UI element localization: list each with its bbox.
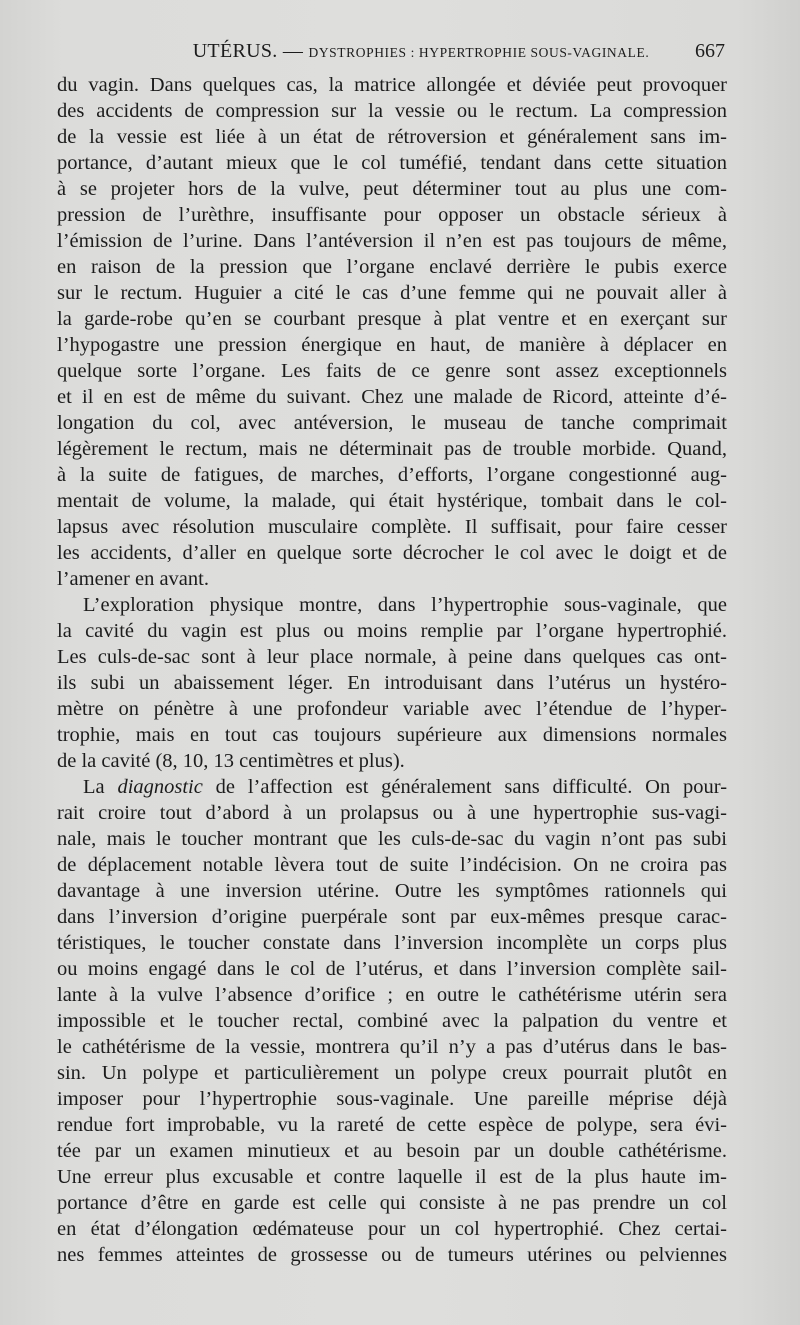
- text-line: en raison de la pression que l’organe enclavé derrière le pubis exerce: [57, 256, 727, 278]
- text-line: lante à la vulve l’absence d’orifice ; en outre le cathétérisme utérin sera: [57, 984, 727, 1006]
- text-line: quelque sorte l’organe. Les faits de ce genre sont assez exceptionnels: [57, 360, 727, 382]
- text-line: de la vessie est liée à un état de rétroversion et généralement sans im-: [57, 126, 727, 148]
- running-title-main: UTÉRUS. —: [192, 40, 304, 62]
- first-line-rest: de l’affection est généralement sans difficulté. On pour-: [215, 776, 728, 798]
- text-line: à la suite de fatigues, de marches, d’efforts, l’organe congestionné aug-: [57, 464, 727, 486]
- text-line: légèrement le rectum, mais ne déterminait pas de trouble morbide. Quand,: [57, 438, 727, 460]
- text-line: portance d’être en garde est celle qui consiste à ne pas prendre un col: [57, 1192, 727, 1214]
- text-line: dans l’inversion d’origine puerpérale sont par eux-mêmes presque carac-: [57, 906, 727, 928]
- text-line: trophie, mais en tout cas toujours supérieure aux dimensions normales: [57, 724, 727, 746]
- paragraph-3: [57, 774, 727, 1268]
- paragraph-1: [57, 72, 727, 592]
- text-line: imposer pour l’hypertrophie sous-vaginale. Une pareille méprise déjà: [57, 1088, 727, 1110]
- body-text: [57, 72, 727, 1268]
- text-line: sur le rectum. Huguier a cité le cas d’une femme qui ne pouvait aller à: [57, 282, 727, 304]
- running-title: [57, 40, 725, 63]
- text-line: longation du col, avec antéversion, le museau de tanche comprimait: [57, 412, 727, 434]
- text-line-first: [57, 774, 727, 800]
- text-line: nes femmes atteintes de grossesse ou de tumeurs utérines ou pelviennes: [57, 1244, 727, 1266]
- text-line: rait croire tout d’abord à un prolapsus ou à une hypertrophie sus-vagi-: [57, 802, 727, 824]
- text-line: L’exploration physique montre, dans l’hypertrophie sous-vaginale, que: [83, 594, 727, 616]
- text-line: ou moins engagé dans le col de l’utérus, et dans l’inversion complète sail-: [57, 958, 727, 980]
- text-line: mentait de volume, la malade, qui était hystérique, tombait dans le col-: [57, 490, 727, 512]
- text-line: et il en est de même du suivant. Chez une malade de Ricord, atteinte d’é-: [57, 386, 727, 408]
- text-line: rendue fort improbable, vu la rareté de cette espèce de polype, sera évi-: [57, 1114, 727, 1136]
- text-line: portance, d’autant mieux que le col tuméfié, tendant dans cette situation: [57, 152, 727, 174]
- text-line: la garde-robe qu’en se courbant presque à plat ventre et en exerçant sur: [57, 308, 727, 330]
- text-line: mètre on pénètre à une profondeur variable avec l’étendue de l’hyper-: [57, 698, 727, 720]
- text-line: l’hypogastre une pression énergique en haut, de manière à déplacer en: [57, 334, 727, 356]
- italic-term: diagnostic: [117, 776, 203, 798]
- text-line: sin. Un polype et particulièrement un polype creux pourrait plutôt en: [57, 1062, 727, 1084]
- text-line: ils subi un abaissement léger. En introduisant dans l’utérus un hystéro-: [57, 672, 727, 694]
- text-line: la cavité du vagin est plus ou moins remplie par l’organe hypertrophié.: [57, 620, 727, 642]
- text-line: l’amener en avant.: [57, 568, 209, 590]
- text-line: l’émission de l’urine. Dans l’antéversion il n’en est pas toujours de même,: [57, 230, 727, 252]
- text-line: du vagin. Dans quelques cas, la matrice allongée et déviée peut provoquer: [57, 74, 727, 96]
- text-line: de la cavité (8, 10, 13 centimètres et plus).: [57, 750, 405, 772]
- paragraph-2: [57, 592, 727, 774]
- page-number: 667: [695, 40, 725, 62]
- text-line: le cathétérisme de la vessie, montrera qu’il n’y a pas d’utérus dans le bas-: [57, 1036, 727, 1058]
- text-line: les accidents, d’aller en quelque sorte décrocher le col avec le doigt et de: [57, 542, 727, 564]
- text-line: lapsus avec résolution musculaire complète. Il suffisait, pour faire cesser: [57, 516, 727, 538]
- text-line: à se projeter hors de la vulve, peut déterminer tout au plus une com-: [57, 178, 727, 200]
- text-line: davantage à une inversion utérine. Outre les symptômes rationnels qui: [57, 880, 727, 902]
- running-title-sub: DYSTROPHIES : HYPERTROPHIE SOUS-VAGINALE.: [308, 45, 650, 60]
- text-line: pression de l’urèthre, insuffisante pour opposer un obstacle sérieux à: [57, 204, 727, 226]
- text-line: en état d’élongation œdémateuse pour un col hypertrophié. Chez certai-: [57, 1218, 727, 1240]
- text-line: nale, mais le toucher montrant que les culs-de-sac du vagin n’ont pas subi: [57, 828, 727, 850]
- text-line: des accidents de compression sur la vessie ou le rectum. La compression: [57, 100, 727, 122]
- text-line: Une erreur plus excusable et contre laquelle il est de la plus haute im-: [57, 1166, 727, 1188]
- lead-word: La: [83, 776, 105, 798]
- text-line: impossible et le toucher rectal, combiné avec la palpation du ventre et: [57, 1010, 727, 1032]
- text-line: téristiques, le toucher constate dans l’inversion incomplète un corps plus: [57, 932, 727, 954]
- text-line: de déplacement notable lèvera tout de suite l’indécision. On ne croira pas: [57, 854, 727, 876]
- running-header: [57, 38, 725, 70]
- text-line: Les culs-de-sac sont à leur place normale, à peine dans quelques cas ont-: [57, 646, 727, 668]
- text-line: tée par un examen minutieux et au besoin par un double cathétérisme.: [57, 1140, 727, 1162]
